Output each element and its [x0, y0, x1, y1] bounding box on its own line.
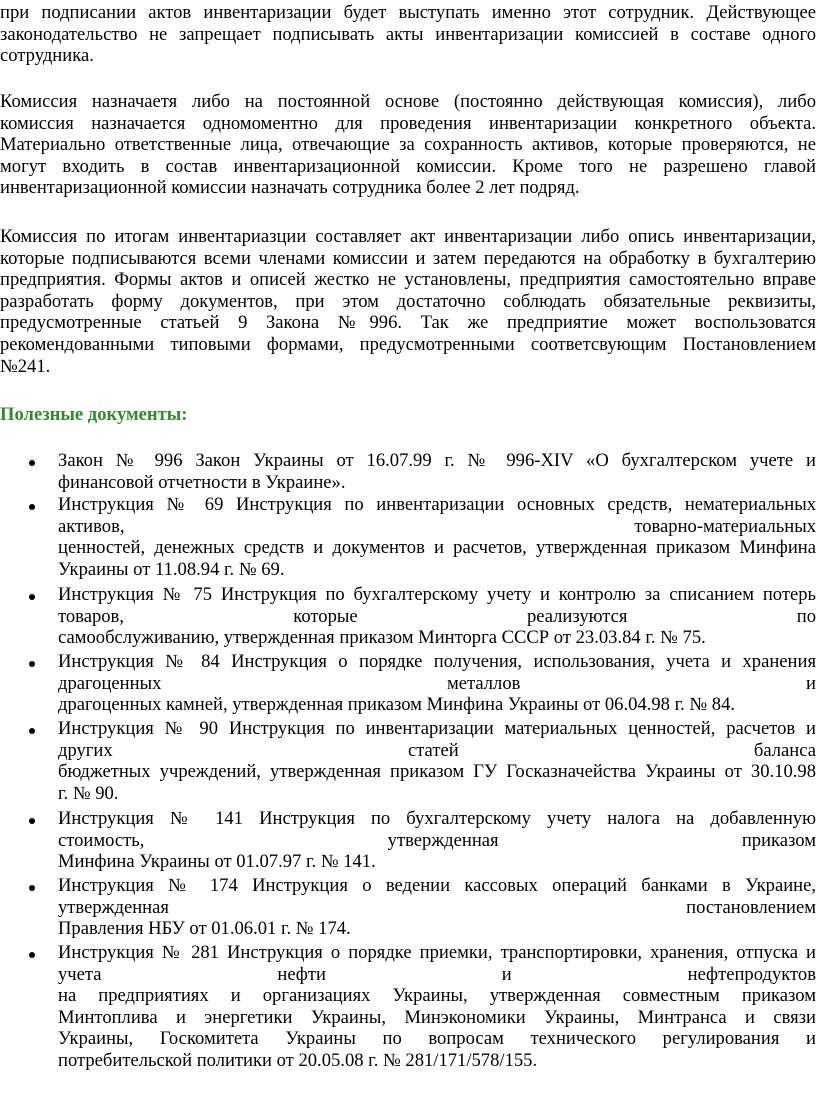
text-line: ценностей, денежных средств и документов и расчетов, утвержденная приказом Минфина [58, 537, 816, 559]
text-line: бюджетных учреждений, утвержденная приказом ГУ Госказначейства Украины от 30.10.98 [58, 761, 816, 783]
text-line: на предприятиях и организациях Украины, утвержденная совместным приказом [58, 985, 816, 1007]
text-line: при подписании актов инвентаризации будет выступать именно этот сотрудник. Действующее [0, 2, 816, 23]
text-line: Минтоплива и энергетики Украины, Минэкономики Украины, Минтранса и связи [58, 1006, 816, 1028]
text-line: Инструкция № 174 Инструкция о ведении кассовых операций банками в Украине, [58, 875, 816, 896]
text-line: Инструкция № 90 Инструкция по инвентаризации материальных ценностей, расчетов и [58, 718, 816, 739]
text-line: других статей баланса [58, 739, 816, 761]
bullet-icon [27, 498, 37, 508]
bullet-icon [27, 588, 37, 598]
bullet-icon [27, 655, 37, 665]
text-line: разработать форму документов, при этом достаточно соблюдать обязательные реквизиты, [0, 290, 816, 312]
text-line: стоимость, утвержденная приказом [58, 829, 816, 851]
list-item [58, 942, 816, 1072]
list-item [58, 494, 816, 580]
text-line: Закон № 996 Закон Украины от 16.07.99 г. № 996-XIV «О бухгалтерском учете и [58, 450, 816, 471]
text-line: драгоценных металлов и [58, 672, 816, 694]
text-line: могут входить в состав инвентаризационной комиссии. Кроме того не разрешено главой [0, 155, 816, 177]
commission-paragraph [0, 91, 816, 199]
text-line: Инструкция № 281 Инструкция о порядке приемки, транспортировки, хранения, отпуска и [58, 942, 816, 963]
text-line: товаров, которые реализуются по [58, 605, 816, 627]
text-line: законодательство не запрещает подписывать акты инвентаризации комиссией в составе одного [0, 23, 816, 45]
list-item [58, 808, 816, 873]
text-line: учета нефти и нефтепродуктов [58, 963, 816, 985]
text-line: предусмотренные статьей 9 Закона №996. Так же предприятие может воспользоватся [0, 312, 816, 334]
text-line: Комиссия назначаетя либо на постоянной основе (постоянно действующая комиссия), либо [0, 91, 816, 112]
bullet-icon [27, 812, 37, 822]
text-line: Материально ответственные лица, отвечающие за сохранность активов, которые проверяются, не [0, 134, 816, 156]
intro-paragraph [0, 2, 816, 67]
text-line: Украины, Госкомитета Украины по вопросам технического регулирования и [58, 1028, 816, 1050]
list-item [58, 450, 816, 493]
bullet-icon [27, 946, 37, 956]
text-line: Комиссия по итогам инвентариазции составляет акт инвентаризации либо опись инвентаризации, [0, 226, 816, 247]
list-item [58, 875, 816, 940]
list-item [58, 584, 816, 649]
text-line: сотрудника. [0, 45, 94, 67]
bullet-icon [27, 454, 37, 464]
text-line: Правления НБУ от 01.06.01 г. № 174. [58, 918, 351, 940]
text-line: Инструкция № 75 Инструкция по бухгалтерскому учету и контролю за списанием потерь [58, 584, 816, 605]
text-line: Инструкция № 84 Инструкция о порядке получения, использования, учета и хранения [58, 651, 816, 672]
text-line: Украины от 11.08.94 г. № 69. [58, 558, 285, 580]
text-line: утвержденная постановлением [58, 896, 816, 918]
text-line: финансовой отчетности в Украине». [58, 471, 346, 493]
text-line: активов, товарно-материальных [58, 515, 816, 537]
text-line: потребительской политики от 20.05.08 г. № 281/171/578/155. [58, 1049, 538, 1071]
text-line: комиссия назначается одномоментно для проведения инвентаризации конкретного объекта. [0, 112, 816, 134]
text-line: Минфина Украины от 01.07.97 г. № 141. [58, 851, 376, 873]
text-line: самообслуживанию, утвержденная приказом Минторга СССР от 23.03.84 г. № 75. [58, 627, 706, 649]
text-line: Инструкция № 69 Инструкция по инвентаризации основных средств, нематериальных [58, 494, 816, 515]
text-line: г. № 90. [58, 782, 119, 804]
useful-documents-heading: Полезные документы: [0, 404, 188, 425]
text-line: которые подписываются всеми членами комиссии и затем передаются на обработку в бухгалтерию [0, 247, 816, 269]
text-line: №241. [0, 355, 51, 377]
text-line: инвентаризационной комиссии назначать сотрудника более 2 лет подряд. [0, 177, 580, 199]
text-line: рекомендованными типовыми формами, предусмотренными соответсвующим Постановлением [0, 333, 816, 355]
bullet-icon [27, 879, 37, 889]
act-paragraph [0, 226, 816, 377]
bullet-icon [27, 722, 37, 732]
text-line: предприятия. Формы актов и описей жестко не установлены, предприятия самостоятельно вправе [0, 269, 816, 291]
text-line: Инструкция № 141 Инструкция по бухгалтерскому учету налога на добавленную [58, 808, 816, 829]
text-line: драгоценных камней, утвержденная приказом Минфина Украины от 06.04.98 г. № 84. [58, 694, 736, 716]
list-item [58, 718, 816, 804]
list-item [58, 651, 816, 716]
